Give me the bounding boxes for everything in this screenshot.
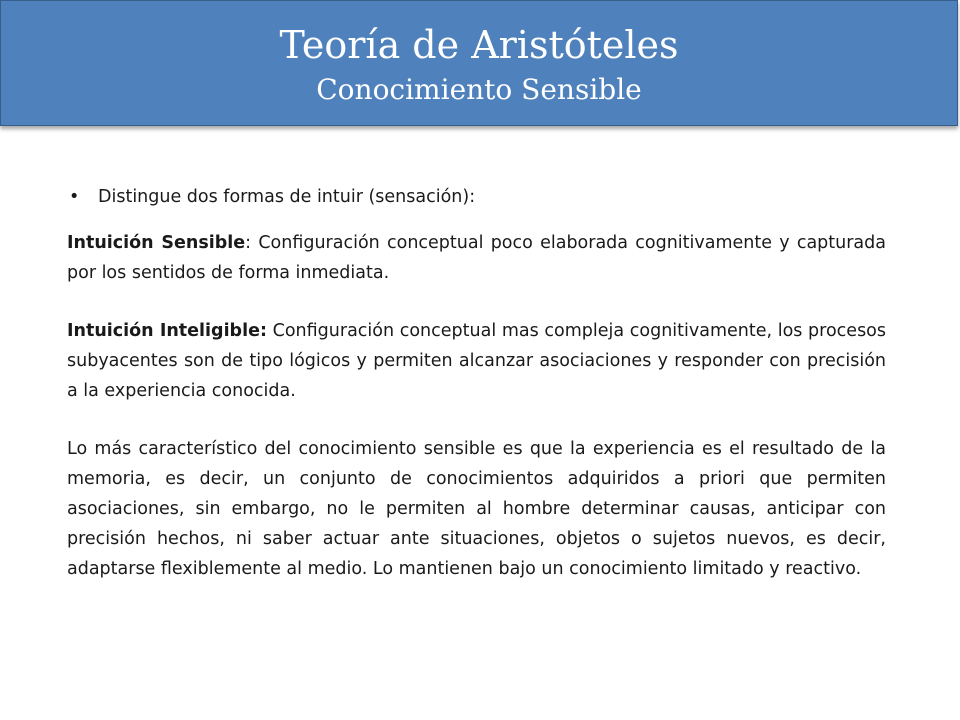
- term-intuicion-inteligible: Intuición Inteligible:: [67, 321, 267, 341]
- title-banner: [0, 0, 958, 126]
- bullet-text: Distingue dos formas de intuir (sensación):: [98, 187, 476, 207]
- definition-intuicion-sensible: : Configuración conceptual poco elaborada cognitivamente y capturada por los sentidos de forma inmediata.: [67, 233, 886, 283]
- slide-subtitle: Conocimiento Sensible: [316, 73, 642, 106]
- bullet-item: [67, 182, 886, 212]
- definition-intuicion-inteligible: Configuración conceptual mas compleja cognitivamente, los procesos subyacentes son de tipo lógicos y permiten alcanzar asociaciones y responder con precisión a la experiencia conocida.: [67, 321, 887, 401]
- slide-title: Teoría de Aristóteles: [279, 23, 679, 67]
- bullet-dot-icon: •: [69, 187, 80, 207]
- paragraph-intuicion-sensible: [67, 228, 886, 288]
- slide-content: [67, 182, 886, 612]
- paragraph-conclusion: [67, 434, 886, 584]
- paragraph-intuicion-inteligible: [67, 316, 886, 406]
- term-intuicion-sensible: Intuición Sensible: [67, 233, 246, 253]
- conclusion-text: Lo más característico del conocimiento sensible es que la experiencia es el resultado de la memoria, es decir, un conjunto de conocimientos adquiridos a priori que permiten asociaciones, sin embargo, no le permiten al hombre determinar causas, anticipar con precisión hechos, ni saber actuar ante situaciones, objetos o sujetos nuevos, es decir, adaptarse flexiblemente al medio. Lo mantienen bajo un conocimiento limitado y reactivo.: [67, 439, 886, 579]
